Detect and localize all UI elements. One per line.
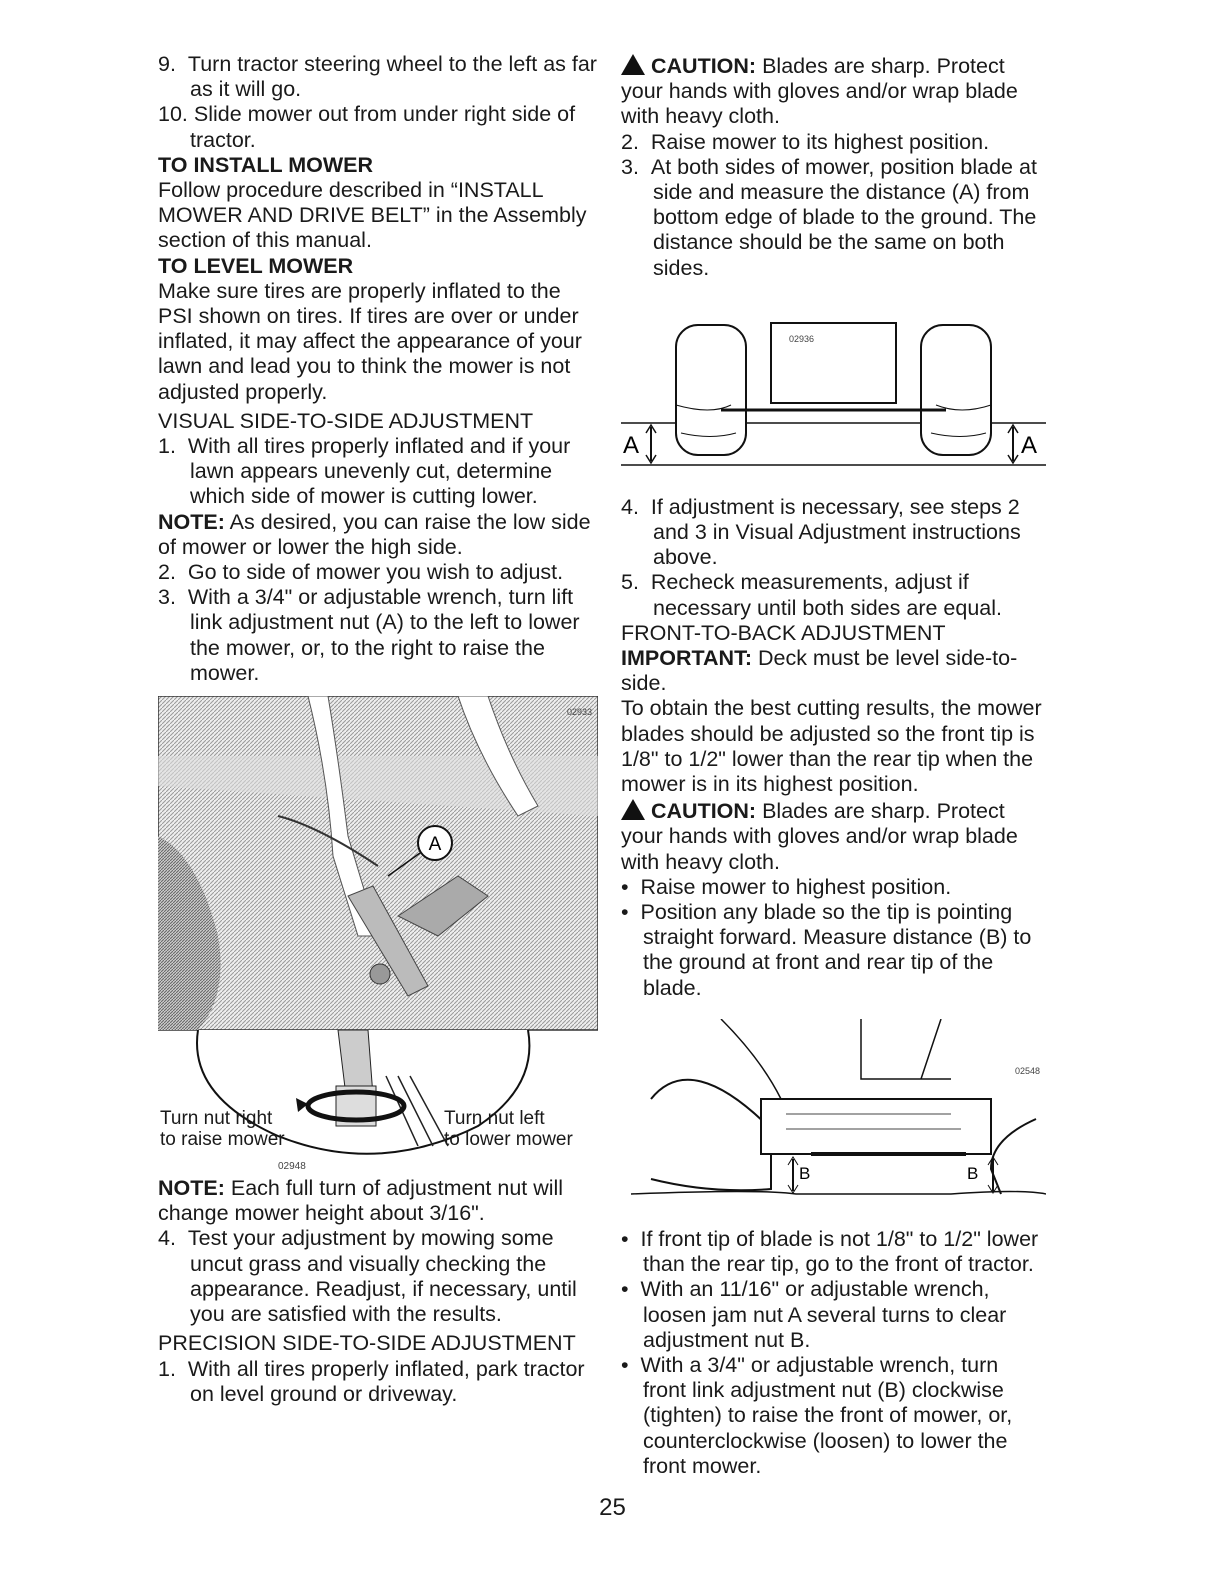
note-label: NOTE: [158,509,225,534]
precision-step-1: 1. With all tires properly inflated, park tractor on level ground or driveway. [158,1356,585,1406]
level-mower-heading: TO LEVEL MOWER [158,253,354,278]
important-text: Deck must be level side-to-side. [621,646,1018,696]
left-column [158,52,598,1407]
caution-1 [621,52,1046,130]
precision-adjustment-heading: PRECISION SIDE-TO-SIDE ADJUSTMENT [158,1331,576,1356]
turn-left-label: Turn nut left to lower mower [444,1108,573,1151]
figure-code: 02548 [1014,1065,1040,1076]
precision-step-2: 2. Raise mower to its highest position. [621,129,990,154]
label-b-left: B [799,1163,811,1183]
turn-right-label: Turn nut right to raise mower [160,1108,285,1151]
figure-code-bottom: 02948 [278,1161,306,1173]
important-note [621,646,1046,696]
level-mower-text: Make sure tires are properly inflated to the PSI shown on tires. If tires are over or under inflated, it may affect the appearance of your lawn and lead you to think the mower is not adjusted properly. [158,278,582,404]
front-to-back-figure [621,1019,1046,1209]
note-1 [158,510,598,560]
precision-step-3: 3. At both sides of mower, position blade at side and measure the distance (A) from bottom edge of blade to the ground. The distance should be the same on both sides. [621,154,1037,280]
visual-step-1: 1. With all tires properly inflated and if your lawn appears unevenly cut, determine which side of mower is cutting lower. [158,434,571,509]
bullet-position-blade: • Position any blade so the tip is pointing straight forward. Measure distance (B) to the ground at front and rear tip of the blade. [621,900,1032,1000]
note-2 [158,1176,598,1226]
note-text: As desired, you can raise the low side of mower or lower the high side. [158,509,591,559]
bullet-raise-mower: • Raise mower to highest position. [621,874,952,899]
front-to-back-illustration [621,1019,1046,1209]
visual-step-2: 2. Go to side of mower you wish to adjust. [158,560,564,585]
caution-label: CAUTION: [651,54,757,78]
step-9: 9. Turn tractor steering wheel to the left as far as it will go. [158,52,597,102]
page-number: 25 [599,1494,626,1521]
warning-icon [621,54,645,75]
bullet-front-tip: • If front tip of blade is not 1/8" to 1/2" lower than the rear tip, go to the front of tractor. [621,1226,1039,1277]
bullet-adjustment-nut: • With a 3/4" or adjustable wrench, turn front link adjustment nut (B) clockwise (tighten) to raise the front of mower, or, counterclockwise (loosen) to lower the front mower. [621,1352,1013,1478]
adjustment-nut-figure [158,696,598,1173]
install-mower-heading: TO INSTALL MOWER [158,152,373,177]
caution-text: Blades are sharp. Protect your hands with gloves and/or wrap blade with heavy cloth. [621,799,1018,874]
precision-step-4: 4. If adjustment is necessary, see steps 2 and 3 in Visual Adjustment instructions above. [621,494,1021,570]
warning-icon [621,799,645,820]
label-a-right: A [1021,431,1038,459]
label-a: A [428,834,442,856]
visual-step-4: 4. Test your adjustment by mowing some uncut grass and visually checking the appearance. Readjust, if necessary, until you are satisfied with the results. [158,1226,577,1327]
front-to-back-heading: FRONT-TO-BACK ADJUSTMENT [621,620,946,645]
important-label: IMPORTANT: [621,646,752,671]
caution-text: Blades are sharp. Protect your hands with gloves and/or wrap blade with heavy cloth. [621,54,1018,129]
caution-2 [621,797,1046,875]
visual-step-3: 3. With a 3/4" or adjustable wrench, turn lift link adjustment nut (A) to the left to lower the mower, or, to the right to raise the mower. [158,585,580,685]
figure-code: 02936 [789,333,815,344]
note-label: NOTE: [158,1176,225,1201]
label-b-right: B [967,1163,979,1183]
figure-code: 02933 [566,707,592,718]
caution-label: CAUTION: [651,799,757,824]
install-mower-text: Follow procedure described in “INSTALL MOWER AND DRIVE BELT” in the Assembly section of this manual. [158,178,587,253]
right-column [621,52,1046,1479]
note-text: Each full turn of adjustment nut will change mower height about 3/16". [158,1176,564,1226]
side-to-side-figure [621,315,1046,475]
visual-adjustment-heading: VISUAL SIDE-TO-SIDE ADJUSTMENT [158,408,534,433]
precision-step-5: 5. Recheck measurements, adjust if necessary until both sides are equal. [621,570,1002,620]
bullet-jam-nut: • With an 11/16" or adjustable wrench, loosen jam nut A several turns to clear adjustment nut B. [621,1277,1007,1352]
step-10: 10. Slide mower out from under right side of tractor. [158,102,576,152]
obtain-results-text: To obtain the best cutting results, the mower blades should be adjusted so the front tip is 1/8" to 1/2" lower than the rear tip when the mower is in its highest position. [621,696,1042,797]
side-to-side-illustration [621,315,1046,475]
adjustment-nut-illustration [158,696,598,1170]
label-a-left: A [623,431,640,459]
